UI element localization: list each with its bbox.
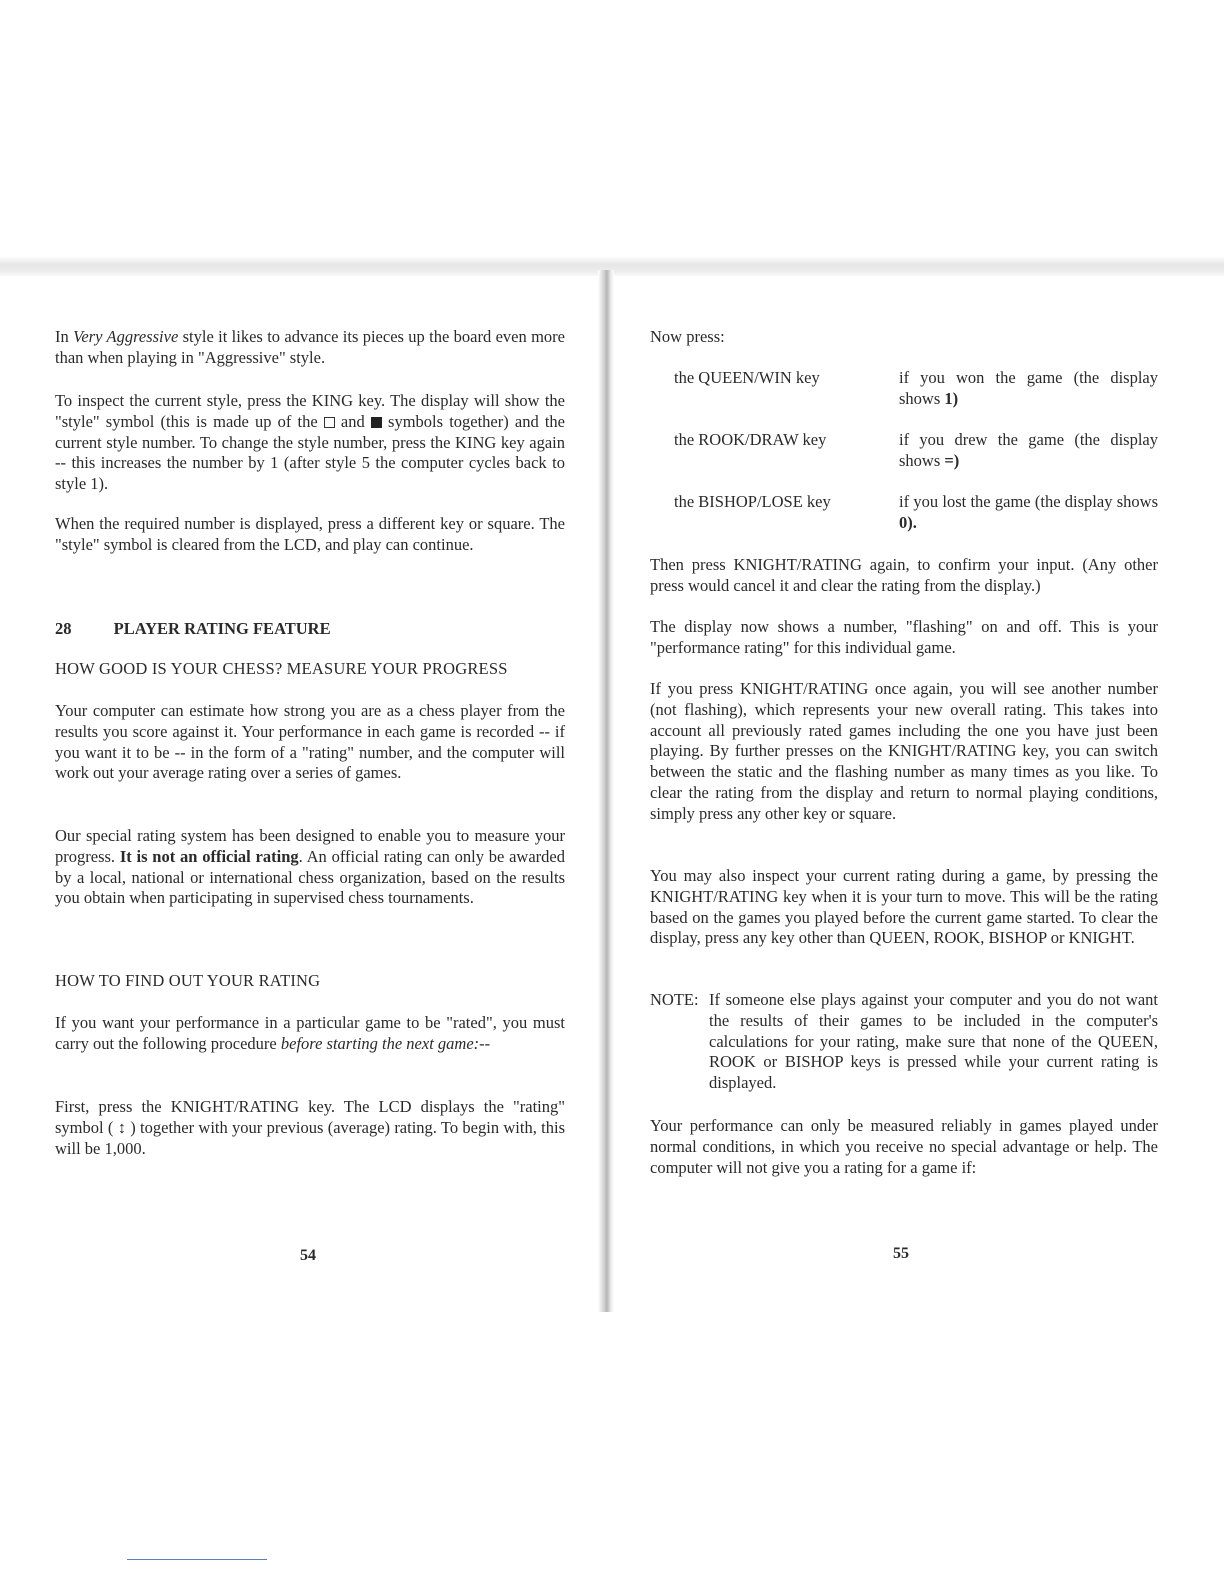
emphasis-before-starting: before starting the next game:-- <box>280 1033 491 1053</box>
section-title: PLAYER RATING FEATURE <box>113 619 331 638</box>
emphasis-very-aggressive: Very Aggressive <box>73 327 179 346</box>
book-gutter <box>598 270 614 1312</box>
key-name-queen-win: the QUEEN/WIN key <box>674 368 820 387</box>
paragraph-very-aggressive <box>55 327 565 369</box>
text-run: if you won the game (the display shows <box>899 368 1158 408</box>
text-run: . An official rating can only be awarded by a local, national or international chess organization, based on the results you obtain when participating in supervised chess tournaments. <box>55 846 565 908</box>
paragraph-overall-rating: If you press KNIGHT/RATING once again, you will see another number (not flashing), which represents your new overall rating. This takes into account all previously rated games including the one you have just been playing. By further presses on the KNIGHT/RATING key, you can switch between the static and the flashing number as many times as you like. To clear the rating from the display and return to normal playing conditions, simply press any other key or square. <box>650 679 1158 823</box>
key-name-rook-draw: the ROOK/DRAW key <box>674 430 827 449</box>
paragraph-estimate-strength: Your computer can estimate how strong you are as a chess player from the results you score against it. Your performance in each game is recorded -- if you want it to be -- in the form of a "rating" number, and the computer will work out your average rating over a series of games. <box>55 701 565 783</box>
page-number-left: 54 <box>300 1247 316 1264</box>
display-value: 0). <box>899 512 917 532</box>
display-value: 1) <box>944 388 959 408</box>
text-run: style it likes to advance its pieces up the board even more than when playing in "Aggressive" style. <box>55 327 566 367</box>
text-run: To inspect the current style, press the KING key. The display will show the "style" symbol (this is made up of the <box>55 391 565 431</box>
paragraph-performance-rating: The display now shows a number, "flashing" on and off. This is your "performance rating" for this individual game. <box>650 617 1158 657</box>
paragraph-first-press: First, press the KNIGHT/RATING key. The LCD displays the "rating" symbol ( ↕ ) together with your previous (average) rating. To begin with, this will be 1,000. <box>55 1097 565 1158</box>
subheading-measure-progress: HOW GOOD IS YOUR CHESS? MEASURE YOUR PROGRESS <box>55 659 508 678</box>
section-number: 28 <box>55 619 72 638</box>
paragraph-rated-procedure <box>55 1013 565 1055</box>
footer-rule <box>127 1559 267 1560</box>
paragraph-rating-system <box>55 826 565 909</box>
paragraph-required-number: When the required number is displayed, press a different key or square. The "style" symbol is cleared from the LCD, and play can continue. <box>55 514 565 554</box>
page-number-right: 55 <box>893 1245 909 1262</box>
key-desc-rook <box>899 430 1158 472</box>
text-run: Our special rating system has been designed to enable you to measure your progress. <box>55 826 565 866</box>
section-heading <box>55 619 565 640</box>
bold-not-official: It is not an official rating <box>119 846 299 866</box>
note-label: NOTE: <box>650 990 699 1009</box>
note-body: If someone else plays against your computer and you do not want the results of their games to be included in the computer's calculations for your rating, make sure that none of the QUEEN, ROOK or BISHOP keys is pressed while your current rating is displayed. <box>709 990 1158 1093</box>
key-desc-queen <box>899 368 1158 410</box>
text-run: symbols together) and the current style number. To change the style number, press the KING key again -- this increases the number by 1 (after style 5 the computer cycles back to style 1). <box>55 411 566 494</box>
empty-square-symbol-icon <box>324 417 335 428</box>
paragraph-inspect-rating: You may also inspect your current rating during a game, by pressing the KNIGHT/RATING key when it is your turn to move. This will be the rating based on the games you played before the current game started. To clear the display, press any key other than QUEEN, ROOK, BISHOP or KNIGHT. <box>650 866 1158 948</box>
display-value: =) <box>944 450 960 470</box>
text-run: if you lost the game (the display shows <box>899 492 1158 511</box>
text-run: if you drew the game (the display shows <box>899 430 1158 470</box>
paragraph-normal-conditions: Your performance can only be measured reliably in games played under normal conditions, in which you receive no special advantage or help. The computer will not give you a rating for a game if: <box>650 1116 1158 1177</box>
now-press-label: Now press: <box>650 327 725 346</box>
text-run: and <box>334 411 371 431</box>
key-name-bishop-lose: the BISHOP/LOSE key <box>674 492 831 511</box>
text-run: In <box>55 327 74 346</box>
text-run: If you want your performance in a particular game to be "rated", you must carry out the following procedure <box>55 1013 565 1053</box>
key-desc-bishop <box>899 492 1158 534</box>
filled-square-symbol-icon <box>371 417 382 428</box>
subheading-find-rating: HOW TO FIND OUT YOUR RATING <box>55 971 321 990</box>
paragraph-confirm-input: Then press KNIGHT/RATING again, to confirm your input. (Any other press would cancel it and clear the rating from the display.) <box>650 555 1158 595</box>
paragraph-inspect-style <box>55 391 565 495</box>
